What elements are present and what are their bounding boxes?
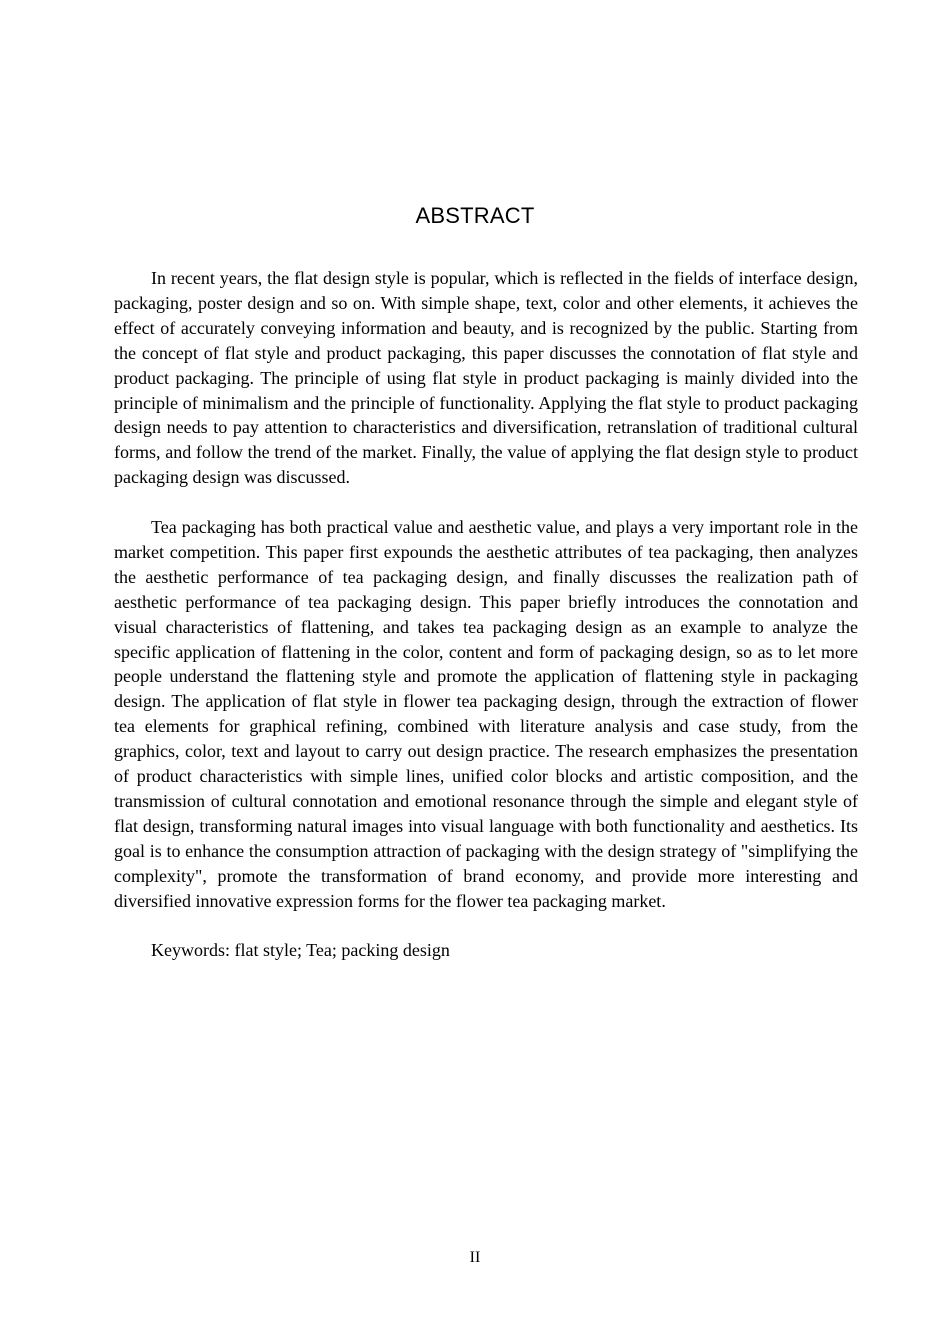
- abstract-body: [114, 266, 858, 963]
- abstract-paragraph-2: Tea packaging has both practical value and aesthetic value, and plays a very important role in the market competition. This paper first expounds the aesthetic attributes of tea packaging, then analyzes the aesthetic performance of tea packaging design, and finally discusses the realization path of aesthetic performance of tea packaging design. This paper briefly introduces the connotation and visual characteristics of flattening, and takes tea packaging design as an example to analyze the specific application of flattening in the color, content and form of packaging design, so as to let more people understand the flattening style and promote the application of flattening style in packaging design. The application of flat style in flower tea packaging design, through the extraction of flower tea elements for graphical refining, combined with literature analysis and case study, from the graphics, color, text and layout to carry out design practice. The research emphasizes the presentation of product characteristics with simple lines, unified color blocks and artistic composition, and the transmission of cultural connotation and emotional resonance through the simple and elegant style of flat design, transforming natural images into visual language with both functionality and aesthetics. Its goal is to enhance the consumption attraction of packaging with the design strategy of "simplifying the complexity", promote the transformation of brand economy, and provide more interesting and diversified innovative expression forms for the flower tea packaging market.: [114, 517, 858, 911]
- keywords-line: Keywords: flat style; Tea; packing design: [151, 940, 450, 961]
- abstract-paragraph-1: In recent years, the flat design style is popular, which is reflected in the fields of interface design, packaging, poster design and so on. With simple shape, text, color and other elements, it achieves the effect of accurately conveying information and beauty, and is recognized by the public. Starting from the concept of flat style and product packaging, this paper discusses the connotation of flat style and product packaging. The principle of using flat style in product packaging is mainly divided into the principle of minimalism and the principle of functionality. Applying the flat style to product packaging design needs to pay attention to characteristics and diversification, retranslation of traditional cultural forms, and follow the trend of the market. Finally, the value of applying the flat design style to product packaging design was discussed.: [114, 268, 858, 488]
- page-number: II: [469, 1249, 481, 1266]
- abstract-title: ABSTRACT: [415, 203, 535, 228]
